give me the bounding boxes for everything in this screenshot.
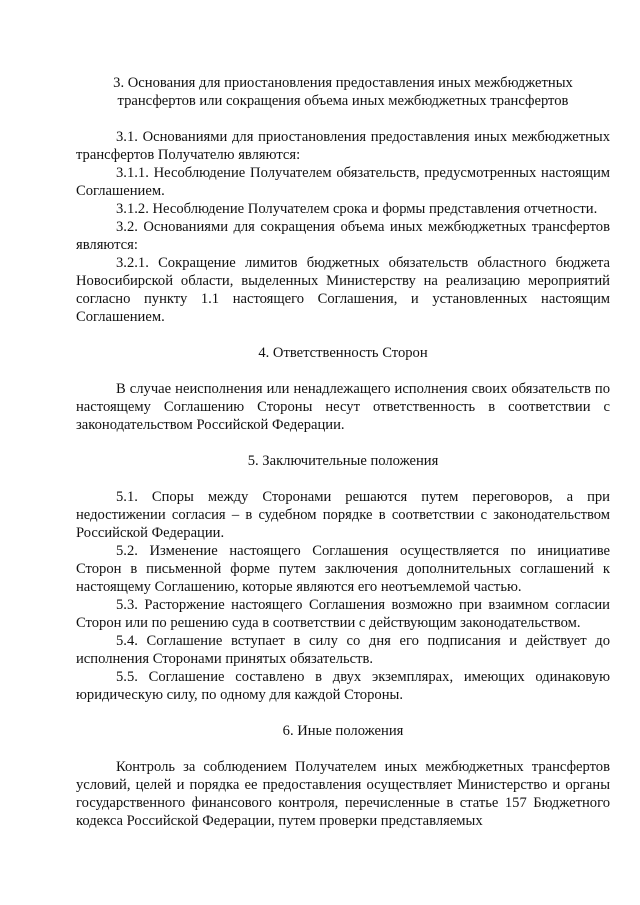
- section-5-title: 5. Заключительные положения: [247, 453, 439, 469]
- section-3-title: 3. Основания для приостановления предоставления иных межбюджетных трансфертов или сокращения объема иных межбюджетных трансфертов: [113, 75, 573, 109]
- paragraph-5-2: 5.2. Изменение настоящего Соглашения осуществляется по инициативе Сторон в письменной форме путем заключения дополнительных соглашений к настоящему Соглашению, которые являются его неотъемлемой частью.: [76, 543, 610, 595]
- paragraph-3-1: 3.1. Основаниями для приостановления предоставления иных межбюджетных трансфертов Получателю являются:: [76, 129, 610, 163]
- paragraph-5-5: 5.5. Соглашение составлено в двух экземплярах, имеющих одинаковую юридическую силу, по одному для каждой Стороны.: [76, 669, 610, 703]
- paragraph-6: Контроль за соблюдением Получателем иных межбюджетных трансфертов условий, целей и порядка ее предоставления осуществляет Министерство и органы государственного финансового контроля, перечисленные в статье 157 Бюджетного кодекса Российской Федерации, путем проверки представляемых: [76, 759, 610, 829]
- paragraph-5-1: 5.1. Споры между Сторонами решаются путем переговоров, а при недостижении согласия – в судебном порядке в соответствии с законодательством Российской Федерации.: [76, 489, 610, 541]
- paragraph-3-1-2: 3.1.2. Несоблюдение Получателем срока и формы представления отчетности.: [116, 201, 598, 217]
- paragraph-3-2-1: 3.2.1. Сокращение лимитов бюджетных обязательств областного бюджета Новосибирской области, выделенных Министерству на реализацию мероприятий согласно пункту 1.1 настоящего Соглашения, и установленных настоящим Соглашением.: [76, 255, 610, 325]
- section-4-title: 4. Ответственность Сторон: [258, 345, 428, 361]
- paragraph-4: В случае неисполнения или ненадлежащего исполнения своих обязательств по настоящему Соглашению Стороны несут ответственность в соответствии с законодательством Российской Федерации.: [76, 381, 610, 433]
- section-6-title: 6. Иные положения: [282, 723, 404, 739]
- paragraph-3-2: 3.2. Основаниями для сокращения объема иных межбюджетных трансфертов являются:: [76, 219, 610, 253]
- paragraph-5-4: 5.4. Соглашение вступает в силу со дня его подписания и действует до исполнения Сторонами принятых обязательств.: [76, 633, 610, 667]
- paragraph-5-3: 5.3. Расторжение настоящего Соглашения возможно при взаимном согласии Сторон или по решению суда в соответствии с действующим законодательством.: [76, 597, 610, 631]
- paragraph-3-1-1: 3.1.1. Несоблюдение Получателем обязательств, предусмотренных настоящим Соглашением.: [76, 165, 610, 199]
